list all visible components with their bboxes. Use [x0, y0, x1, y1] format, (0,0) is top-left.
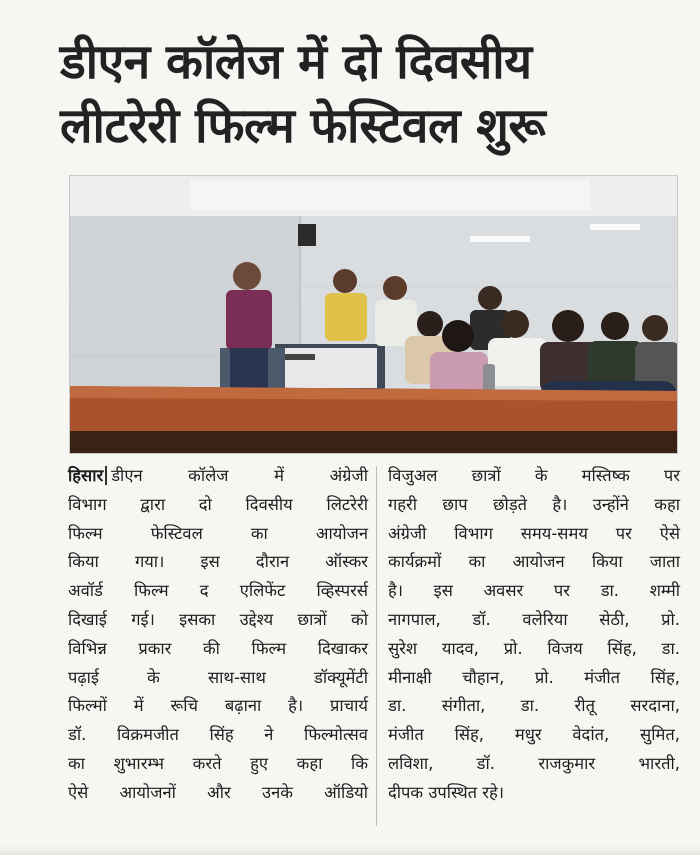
- article-line: डा. संगीता, डा. रीतू सरदाना,: [388, 696, 680, 716]
- article-line: डॉ. विक्रमजीत सिंह ने फिल्मोत्सव: [68, 725, 368, 745]
- article-column-right: [388, 462, 680, 808]
- headline-line-2: लीटरेरी फिल्म फेस्टिवल शुरू: [60, 98, 546, 154]
- article-line: ऐसे आयोजनों और उनके ऑडियो: [68, 782, 368, 802]
- article-line: है। इस अवसर पर डा. शम्मी: [388, 581, 680, 601]
- article-line: कार्यक्रमों का आयोजन किया जाता: [388, 552, 680, 572]
- column-divider: [376, 466, 377, 826]
- article-line: फिल्म फेस्टिवल का आयोजन: [68, 523, 368, 543]
- article-line: अवॉर्ड फिल्म द एलिफेंट व्हिस्परर्स: [68, 581, 368, 601]
- article-line: लविशा, डॉ. राजकुमार भारती,: [388, 753, 680, 773]
- article-line: दिखाई गई। इसका उद्देश्य छात्रों को: [68, 609, 368, 629]
- headline-line-1: डीएन कॉलेज में दो दिवसीय: [60, 34, 532, 90]
- news-photo: [69, 175, 678, 454]
- article-line: फिल्मों में रूचि बढ़ाना है। प्राचार्य: [68, 696, 368, 716]
- article-line: का शुभारम्भ करते हुए कहा कि: [68, 753, 368, 773]
- article-line: किया गया। इस दौरान ऑस्कर: [68, 552, 368, 572]
- article-line: गहरी छाप छोड़ते है। उन्होंने कहा: [388, 494, 680, 514]
- article-line: नागपाल, डॉ. वलेरिया सेठी, प्रो.: [388, 609, 680, 629]
- article-line: अंग्रेजी विभाग समय-समय पर ऐसे: [388, 523, 680, 543]
- article-column-left: [68, 462, 368, 808]
- page-bottom-edge: [0, 845, 700, 855]
- article-line: मीनाक्षी चौहान, प्रो. मंजीत सिंह,: [388, 667, 680, 687]
- classroom-photo-illustration: [70, 176, 677, 453]
- headline: [60, 30, 680, 158]
- article-line: विभिन्न प्रकार की फिल्म दिखाकर: [68, 638, 368, 658]
- article-line: दीपक उपस्थित रहे।: [388, 782, 505, 802]
- article-line: मंजीत सिंह, मधुर वेदांत, सुमित,: [388, 725, 680, 745]
- article-line: विजुअल छात्रों के मस्तिष्क पर: [388, 466, 680, 485]
- article-line: हिसार डीएन कॉलेज में अंग्रेजी: [68, 466, 368, 485]
- article-line: विभाग द्वारा दो दिवसीय लिटरेरी: [68, 494, 368, 514]
- dateline: हिसार: [68, 466, 107, 485]
- article-line: सुरेश यादव, प्रो. विजय सिंह, डा.: [388, 638, 680, 658]
- article-line: पढ़ाई के साथ-साथ डॉक्यूमेंटी: [68, 667, 368, 687]
